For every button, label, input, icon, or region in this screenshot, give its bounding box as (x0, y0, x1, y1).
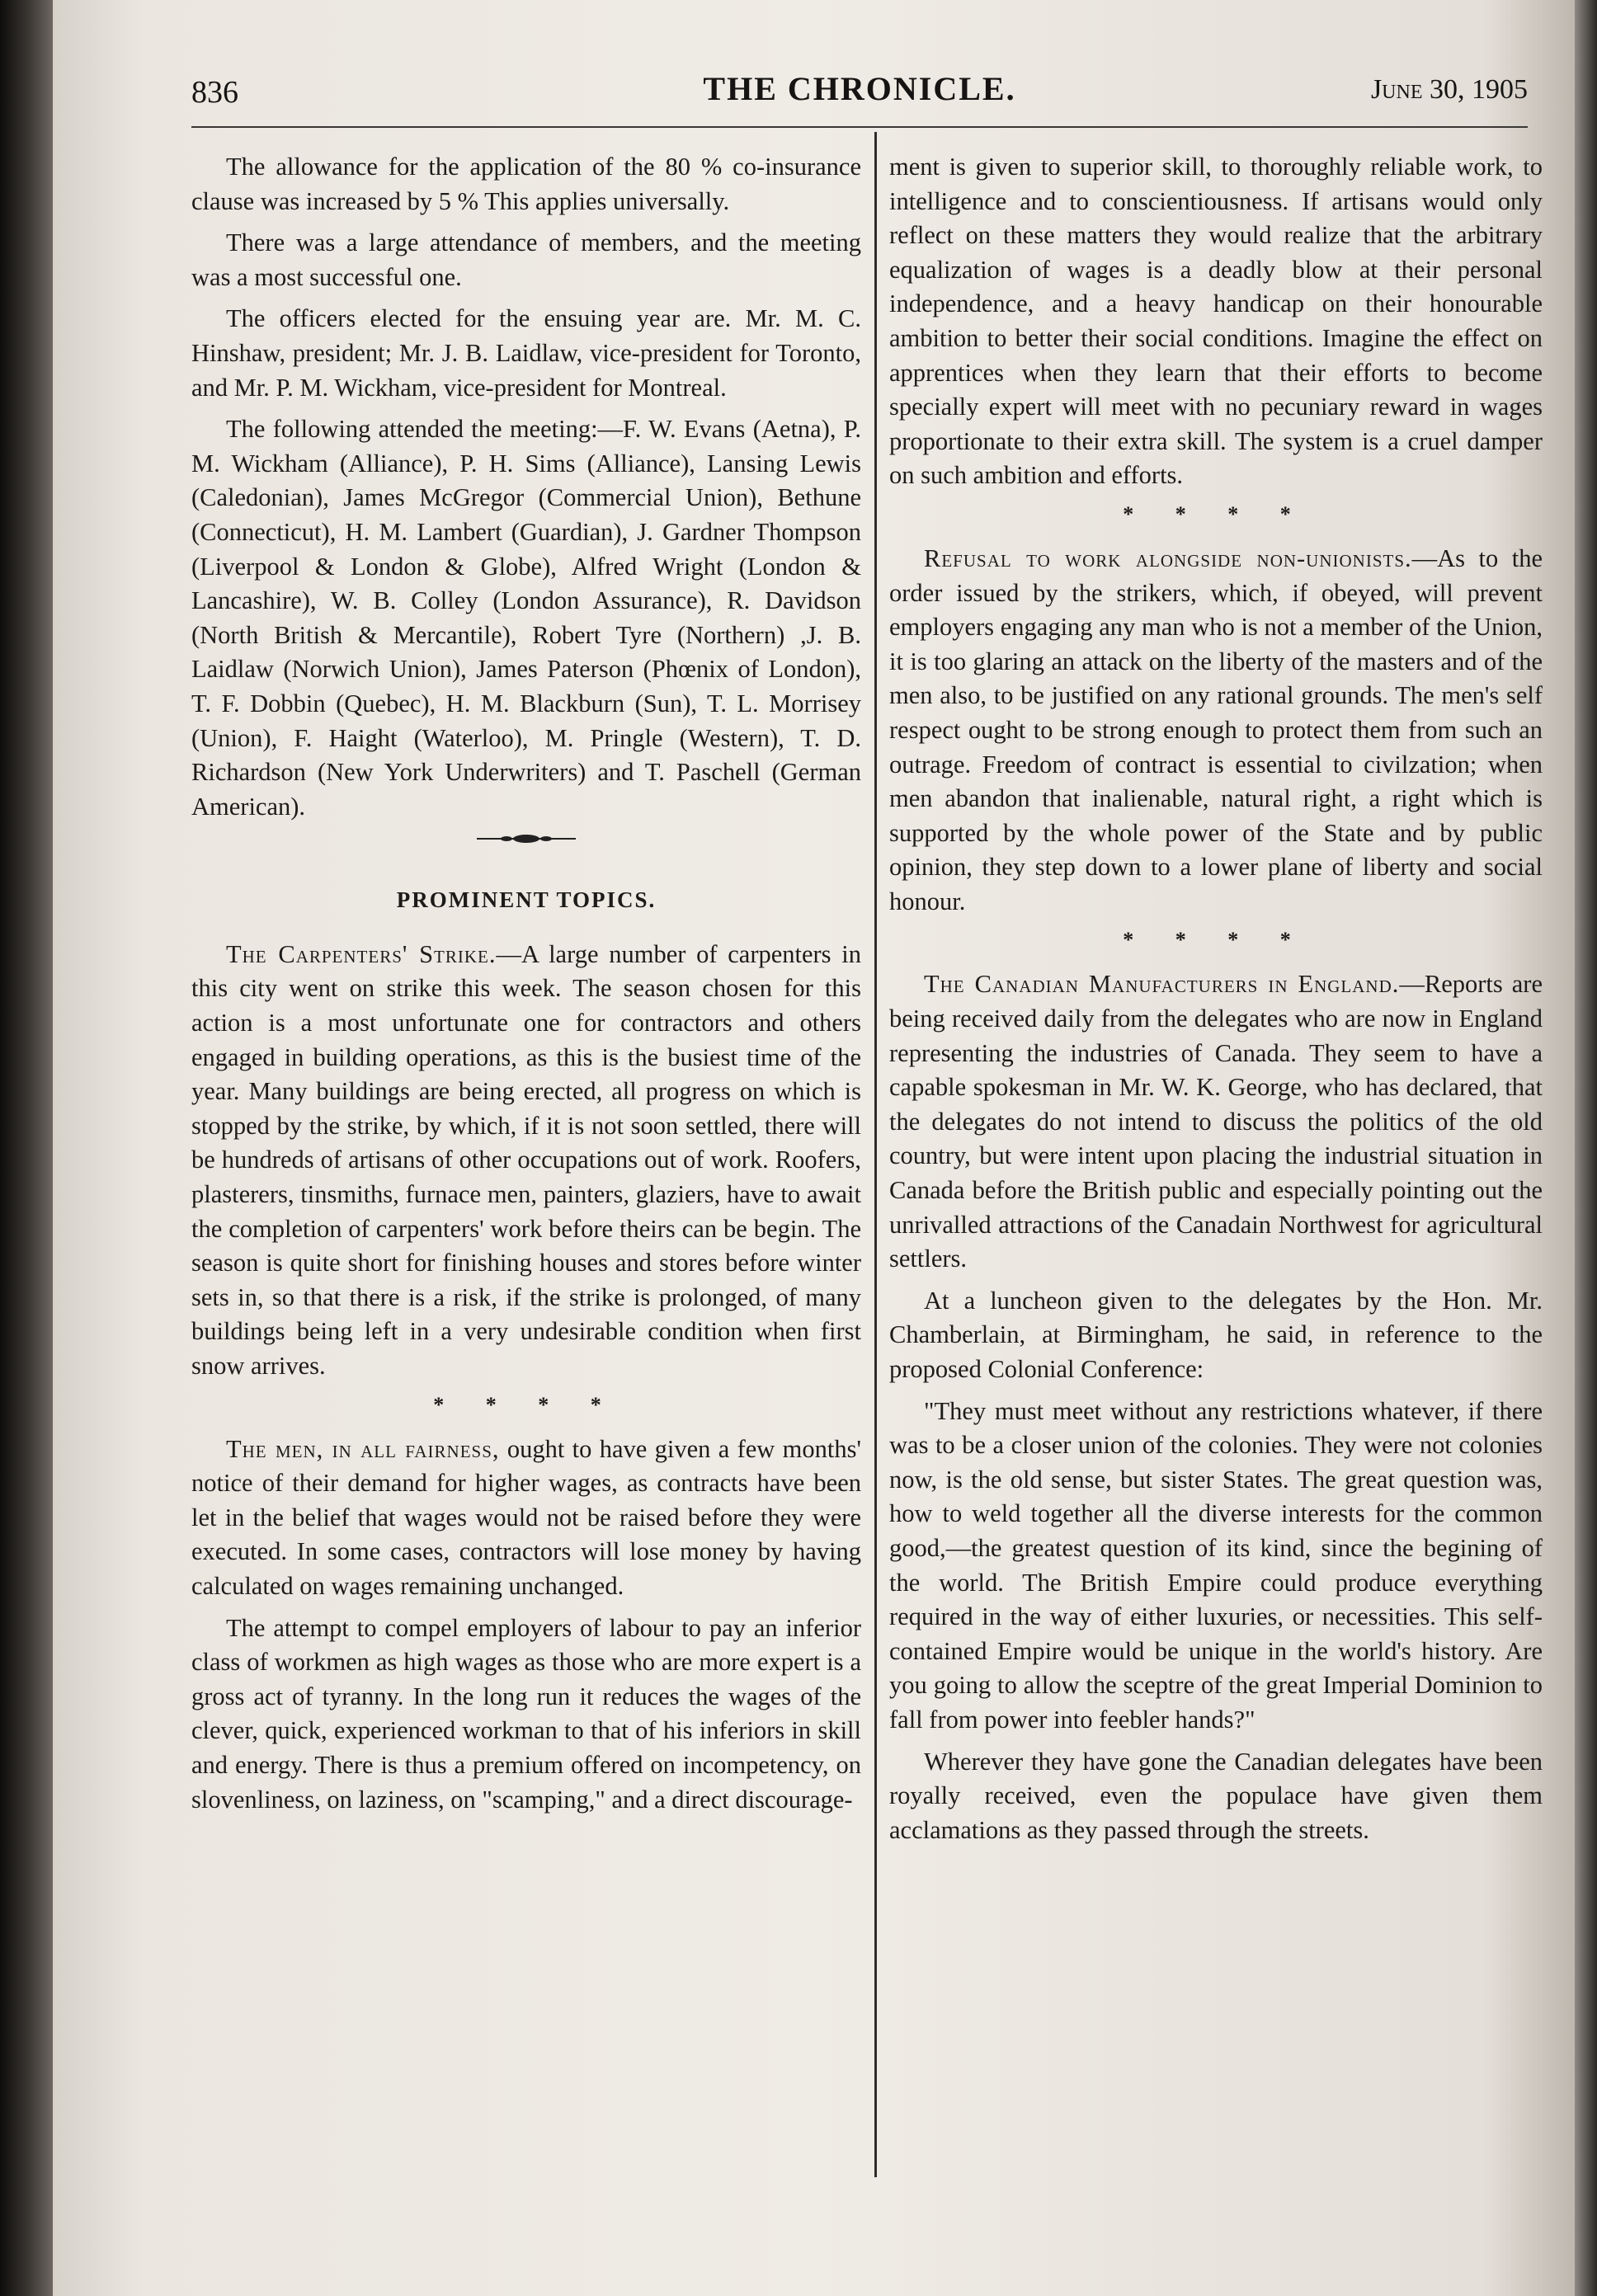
page-number: 836 (191, 75, 238, 110)
ornament-divider (477, 832, 576, 845)
article-paragraph (889, 542, 1543, 920)
article-text: —Reports are being received daily from the delegates who are now in England representing the industries of Canada. They seem to have a capable spokesman in Mr. W. K. George, who has declared, that the delegates do not intend to discuss the politics of the old country, but were intent upon placing the industrial situation in Canada before the British public and especially pointing out the unrivalled attractions of the Canadain Northwest for agricultural settlers. (889, 970, 1543, 1273)
paragraph-continued: ment is given to superior skill, to thoroughly reliable work, to intelligence and to conscientiousness. If artisans would only reflect on these matters they would realize that the arbitrary equalization of wages is a deadly blow at their personal independence, and a heavy handicap on their honourable ambition to better their social conditions. Imagine the effect on apprentices when they learn that their efforts to become specially expert will meet with no pecuniary reward in wages proportionate to their extra skill. The system is a cruel damper on such ambition and efforts. (889, 153, 1543, 490)
article-lead: The men, in all fairness, (226, 1434, 500, 1463)
article-text: —A large number of carpenters in this city went on strike this week. The season chosen for this action is a most unfortunate one for contractors and others engaged in building operations, as this is the busiest time of the year. Many buildings are being erected, all progress on which is stopped by the strike, by which, if it is not soon settled, there will be hundreds of artisans of other occupations out of work. Roofers, plasterers, tinsmiths, furnace men, painters, glaziers, have to await the completion of carpenters' work before theirs can be begin. The season is quite short for finishing houses and stores before winter sets in, so that there is a risk, if the strike is prolonged, of many buildings being left in a very undesirable condition when first snow arrives. (191, 939, 861, 1380)
quotation-paragraph: "They must meet without any restrictions whatever, if there was to be a closer union of the colonies. They were not colonies now, is the old sense, but sister States. The great question was, how to weld together all the diverse interests for the common good,—the greatest question of its kind, since the begining of the world. The British Empire could produce everything required in the way of either luxuries, or necessities. This self-contained Empire would be unique in the world's history. Are you going to allow the sceptre of the great Imperial Dominion to fall from power into feebler hands?" (889, 1396, 1543, 1734)
paragraph: Wherever they have gone the Canadian delegates have been royally received, even the populace have given them acclamations as they passed through the streets. (889, 1747, 1543, 1844)
column-divider (874, 132, 877, 2177)
paragraph: At a luncheon given to the delegates by the Hon. Mr. Chamberlain, at Birmingham, he said, in reference to the proposed Colonial Conference: (889, 1286, 1543, 1383)
book-binding (0, 0, 53, 2296)
article-paragraph (889, 967, 1543, 1276)
article-lead: The Canadian Manufacturers in England. (924, 970, 1400, 999)
section-stars: * * * * (1123, 928, 1309, 953)
attendee-paragraph: The following attended the meeting:—F. W. Evans (Aetna), P. M. Wickham (Alliance), P. H. Sims (Alliance), Lansing Lewis (Caledonian), James McGregor (Commercial Union), Bethune (Connecticut), H. M. Lambert (Guardian), J. Gardner Thompson (Liverpool & London & Globe), Alfred Wright (London & Lancashire), W. B. Colley (London Assurance), R. Davidson (North British & Mercantile), Robert Tyre (Northern) ,J. B. Laidlaw (Norwich Union), James Paterson (Phœnix of London), T. F. Dobbin (Quebec), H. M. Blackburn (Sun), T. L. Morrisey (Union), F. Haight (Waterloo), M. Pringle (Western), T. D. Richardson (New York Underwriters) and T. Paschell (German American). (191, 415, 861, 821)
article-text: —As to the order issued by the strikers, which, if obeyed, will prevent employers engaging any man who is not a member of the Union, it is too glaring an attack on the liberty of the masters and of the men also, to be justified on any rational grounds. The men's self respect ought to be strong enough to protect them from such an outrage. Freedom of contract is essential to civilzation; when men abandon that inalienable, natural right, a right which is supported by the whole power of the State and by public opinion, they step down to a lower plane of liberty and social honour. (889, 543, 1543, 915)
right-column (889, 150, 1543, 1855)
article-lead: Refusal to work alongside non-unionists. (924, 543, 1412, 572)
section-stars: * * * * (433, 1392, 619, 1417)
article-text: ought to have given a few months' notice of their demand for higher wages, as contracts have been let in the belief that wages would not be raised before they were executed. In some cases, contractors will lose money by having calculated on wages remaining unchanged. (191, 1434, 861, 1600)
section-stars: * * * * (1123, 501, 1309, 526)
article-paragraph (191, 1433, 861, 1604)
header-rule (191, 126, 1528, 128)
paragraph: The attempt to compel employers of labour to pay an inferior class of workmen as high wages as those who are more expert is a gross act of tyranny. In the long run it reduces the wages of the clever, quick, experienced workman to that of his inferiors in skill and energy. There is thus a premium offered on incompetency, on slovenliness, on laziness, on "scamping," and a direct discourage- (191, 1613, 861, 1814)
publication-title: THE CHRONICLE. (703, 70, 1016, 107)
left-column (191, 150, 861, 1824)
article-lead: The Carpenters' Strike. (226, 939, 497, 968)
paragraph: The officers elected for the ensuing year are. Mr. M. C. Hinshaw, president; Mr. J. B. Laidlaw, vice-president for Toronto, and Mr. P. M. Wickham, vice-president for Montreal. (191, 304, 861, 402)
page-header (191, 66, 1528, 115)
paragraph: The allowance for the application of the 80 % co-insurance clause was increased by 5 % This applies universally. (191, 153, 861, 215)
article-paragraph (191, 938, 861, 1384)
paragraph: There was a large attendance of members, and the meeting was a most successful one. (191, 228, 861, 291)
issue-date: June 30, 1905 (1370, 74, 1528, 105)
page-edge (1575, 0, 1597, 2296)
section-heading: PROMINENT TOPICS. (396, 887, 657, 913)
